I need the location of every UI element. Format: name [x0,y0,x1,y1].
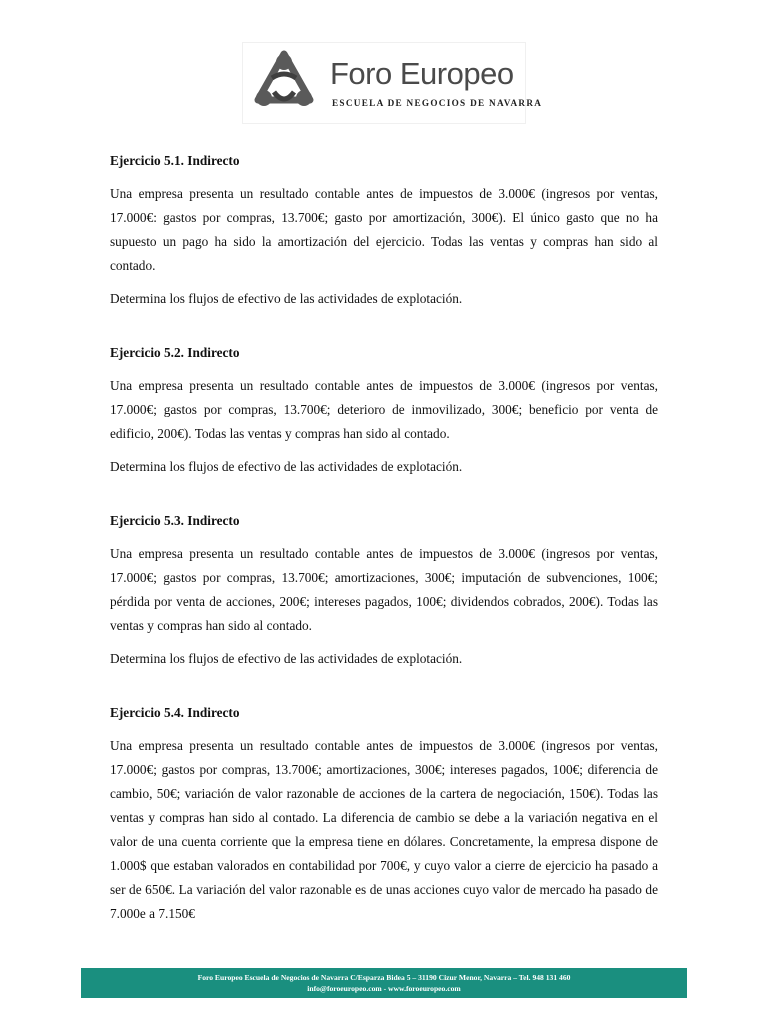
triangular-arrows-logo-icon [248,48,320,120]
exercise-5-1 [110,150,658,311]
footer-contact: info@foroeuropeo.com - www.foroeuropeo.com [307,984,461,993]
exercise-task: Determina los flujos de efectivo de las actividades de explotación. [110,459,463,474]
logo-title: Foro Europeo [330,56,514,91]
exercise-statement: Una empresa presenta un resultado contable antes de impuestos de 3.000€ (ingresos por ventas, 17.000€: gastos por compras, 13.700€; gasto por amortización, 300€). El único gasto que no ha supuesto un pago ha sido la amortización del ejercicio. Todas las ventas y compras han sido al contado. [110,186,658,273]
exercise-task: Determina los flujos de efectivo de las actividades de explotación. [110,651,463,666]
exercise-5-3 [110,510,658,671]
exercise-list [110,150,658,957]
exercise-task: Determina los flujos de efectivo de las actividades de explotación. [110,291,463,306]
exercise-statement: Una empresa presenta un resultado contable antes de impuestos de 3.000€ (ingresos por ventas, 17.000€; gastos por compras, 13.700€; deterioro de inmovilizado, 300€; beneficio por venta de edificio, 200€). Todas las ventas y compras han sido al contado. [110,378,658,441]
exercise-5-4 [110,702,658,926]
exercise-title: Ejercicio 5.3. Indirecto [110,513,240,528]
exercise-title: Ejercicio 5.2. Indirecto [110,345,240,360]
page-footer [81,968,687,998]
exercise-title: Ejercicio 5.1. Indirecto [110,153,240,168]
logo-subtitle: ESCUELA DE NEGOCIOS DE NAVARRA [332,98,543,108]
foro-europeo-logo [242,42,543,124]
exercise-statement: Una empresa presenta un resultado contable antes de impuestos de 3.000€ (ingresos por ventas, 17.000€; gastos por compras, 13.700€; amortizaciones, 300€; imputación de subvenciones, 100€; pérdida por venta de acciones, 200€; intereses pagados, 100€; dividendos cobrados, 200€). Todas las ventas y compras han sido al contado. [110,546,658,633]
exercise-5-2 [110,342,658,479]
exercise-title: Ejercicio 5.4. Indirecto [110,705,240,720]
footer-address: Foro Europeo Escuela de Negocios de Navarra C/Esparza Bidea 5 – 31190 Cizur Menor, Navarra – Tel. 948 131 460 [197,973,571,982]
exercise-statement: Una empresa presenta un resultado contable antes de impuestos de 3.000€ (ingresos por ventas, 17.000€; gastos por compras, 13.700€; amortizaciones, 300€; intereses pagados, 100€; diferencia de cambio, 50€; variación de valor razonable de acciones de la cartera de negociación, 150€). Todas las ventas y compras han sido al contado. La diferencia de cambio se debe a la variación negativa en el valor de una cuenta corriente que la empresa tiene en dólares. Concretamente, la empresa dispone de 1.000$ que estaban valorados en contabilidad por 700€, y cuyo valor a cierre de ejercicio ha pasado a ser de 650€. La variación del valor razonable es de unas acciones cuyo valor de mercado ha pasado de 7.000e a 7.150€ [110,738,658,921]
